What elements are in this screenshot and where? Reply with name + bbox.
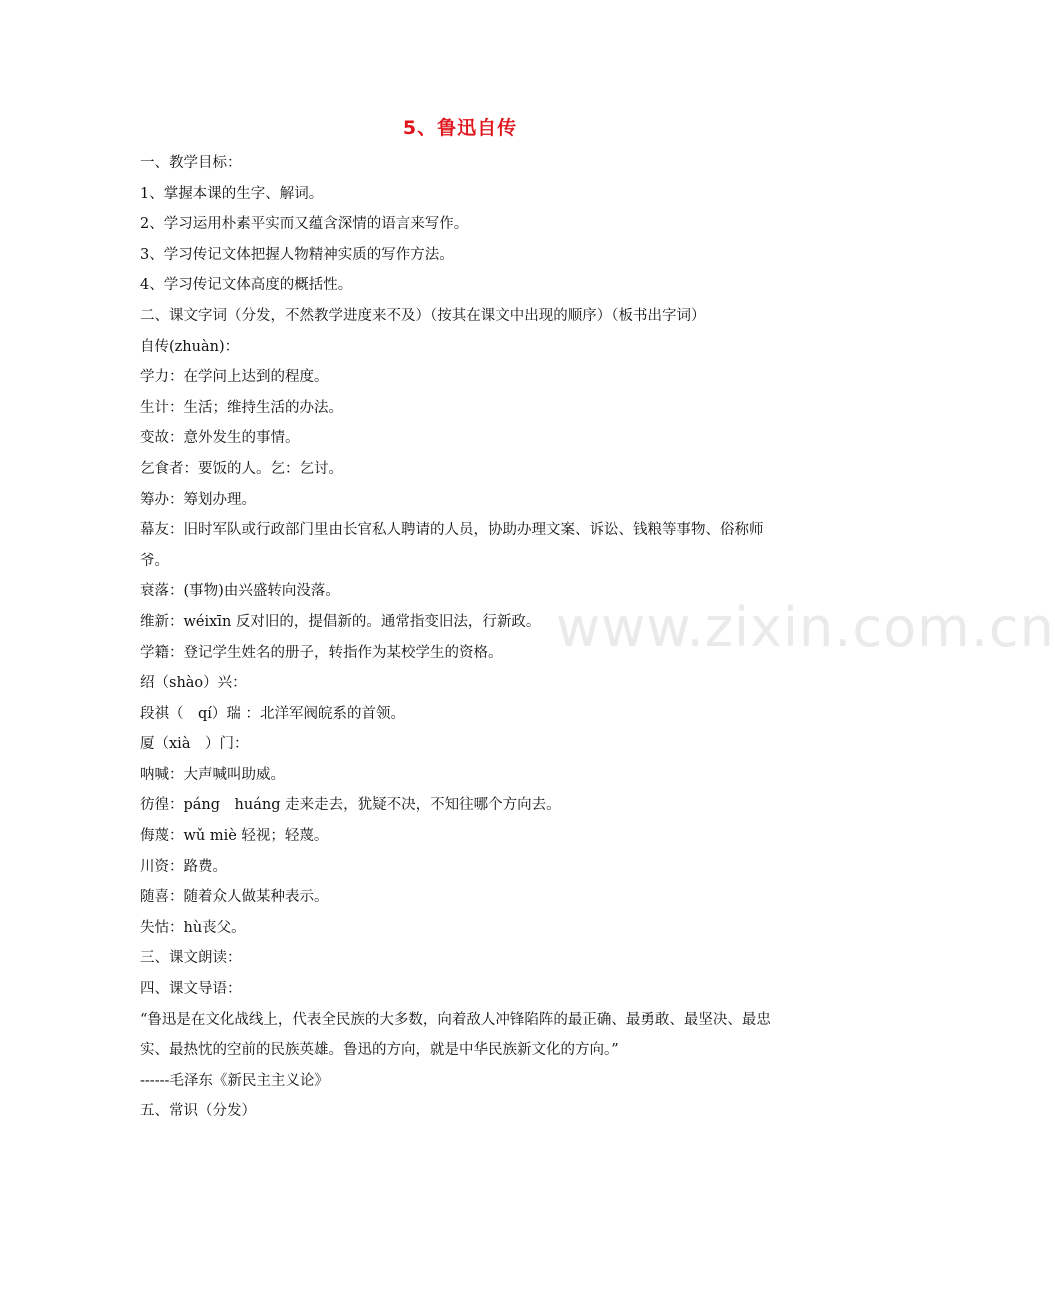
vocab-entry: 自传(zhuàn)： [140, 338, 240, 355]
document-title: 5、鲁迅自传 [402, 117, 518, 139]
vocab-entry: 绍（shào）兴： [140, 675, 247, 692]
vocab-entry: 维新：wéixīn 反对旧的，提倡新的。通常指变旧法，行新政。 [140, 613, 541, 630]
objective-item: 3、学习传记文体把握人物精神实质的写作方法。 [140, 246, 454, 263]
vocab-entry: 彷徨：páng huáng 走来走去，犹疑不决，不知往哪个方向去。 [140, 797, 561, 814]
vocab-entry: 学籍：登记学生姓名的册子，转指作为某校学生的资格。 [140, 644, 503, 661]
section-heading-reading: 三、课文朗读： [140, 950, 242, 967]
vocab-entry: 乞食者：要饭的人。乞：乞讨。 [140, 460, 343, 477]
section-heading-objectives: 一、教学目标： [140, 155, 242, 171]
vocab-entry: 失怙：hù丧父。 [140, 919, 246, 936]
objective-item: 1、掌握本课的生字、解词。 [140, 185, 324, 202]
vocab-entry: 侮蔑：wǔ miè 轻视；轻蔑。 [140, 828, 329, 845]
section-heading-vocabulary: 二、课文字词（分发，不然教学进度来不及）（按其在课文中出现的顺序）（板书出字词） [140, 307, 706, 324]
vocab-entry: 随喜：随着众人做某种表示。 [140, 889, 329, 906]
section-heading-knowledge: 五、常识（分发） [140, 1103, 256, 1120]
quote-attribution: ------毛泽东《新民主主义论》 [140, 1072, 329, 1089]
vocab-entry: 生计：生活；维持生活的办法。 [140, 399, 343, 416]
vocab-entry: 学力：在学问上达到的程度。 [140, 369, 329, 386]
vocab-entry: 衰落：(事物)由兴盛转向没落。 [140, 583, 340, 600]
vocab-entry: 段祺（ qí）瑞 ：北洋军阀皖系的首领。 [140, 705, 406, 722]
section-heading-intro: 四、课文导语： [140, 981, 242, 998]
quote-text: “鲁迅是在文化战线上，代表全民族的大多数，向着敌人冲锋陷阵的最正确、最勇敢、最坚决、最忠实、最热忱的空前的民族英雄。鲁迅的方向，就是中华民族新文化的方向。” [140, 1011, 771, 1059]
objective-item: 4、学习传记文体高度的概括性。 [140, 277, 353, 294]
vocab-entry: 幕友：旧时军队或行政部门里由长官私人聘请的人员，协助办理文案、诉讼、钱粮等事物、俗称师爷。 [140, 522, 764, 569]
vocab-entry: 厦（xià ）门： [140, 736, 249, 753]
vocab-entry: 筹办：筹划办理。 [140, 491, 256, 508]
objective-item: 2、学习运用朴素平实而又蕴含深情的语言来写作。 [140, 216, 469, 233]
watermark: www.zixin.com.cn [556, 596, 1055, 659]
vocab-entry: 变故：意外发生的事情。 [140, 430, 300, 447]
vocab-entry: 川资：路费。 [140, 858, 227, 875]
vocab-entry: 呐喊：大声喊叫助威。 [140, 766, 285, 783]
